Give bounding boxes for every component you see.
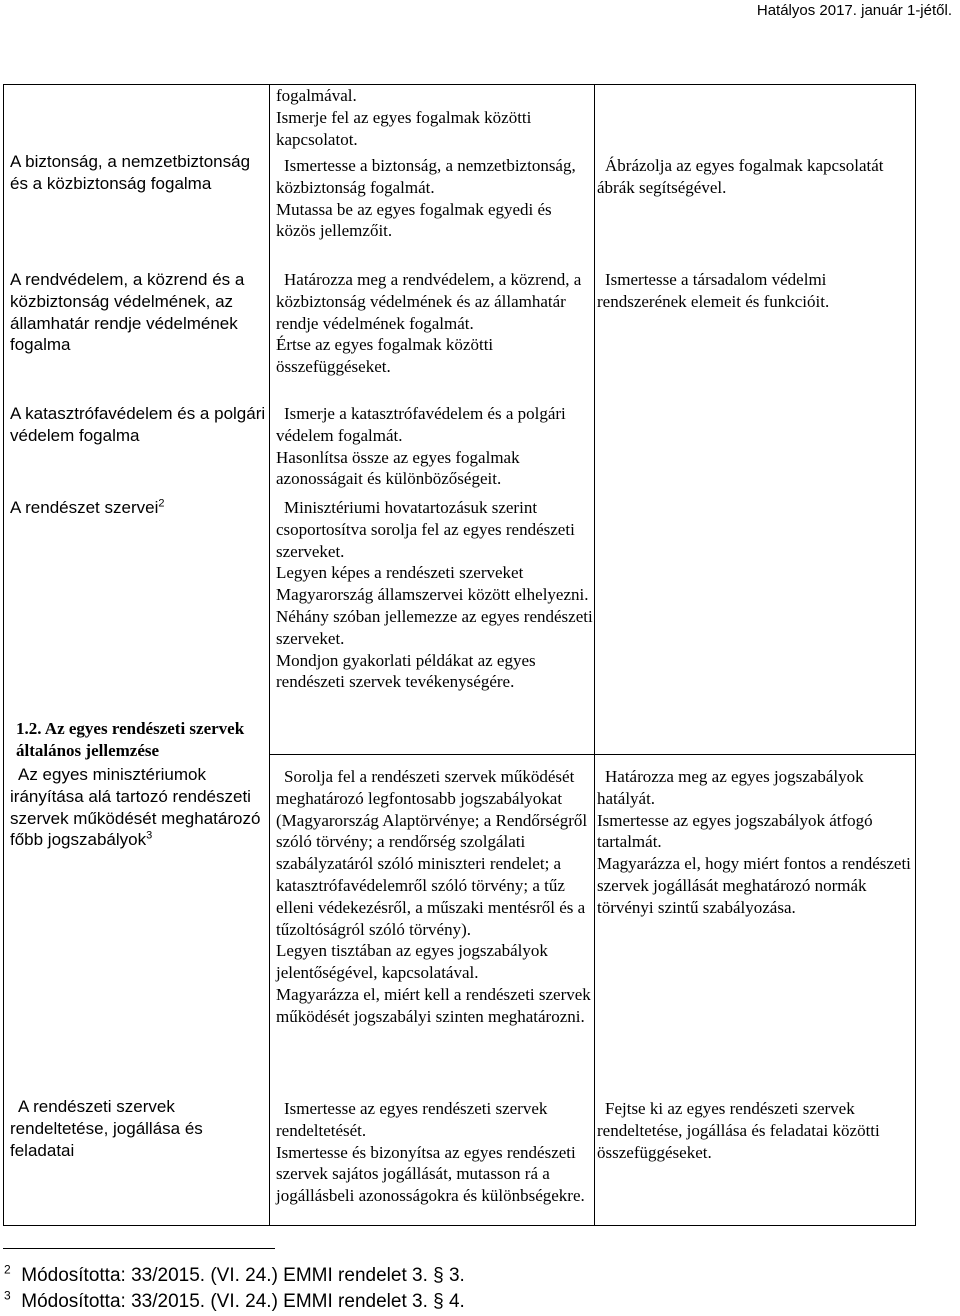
topic-law-enforcement-bodies: A rendészet szervei$^2$ — [10, 497, 165, 517]
topic-law-enforcement-concepts: A rendvédelem, a közrend és a közbiztonság védelmének, az államhatár rendje védelmének fogalma — [10, 270, 245, 355]
topic-disaster-management: A katasztrófavédelem és a polgári védelem fogalma — [10, 404, 266, 445]
footnote-text: Módosította: 33/2015. (VI. 24.) EMMI rendelet 3. § 3. — [21, 1265, 465, 1286]
requirement-text: Határozza meg a rendvédelem, a közrend, a közbiztonság védelmének és az államhatár rendje védelmének fogalmát. — [276, 270, 582, 333]
requirement-text: fogalmával. — [276, 86, 357, 105]
requirement-block — [276, 497, 594, 693]
skill-block — [597, 269, 915, 313]
footnote-separator — [3, 1248, 275, 1249]
requirement-text: Mondjon gyakorlati példákat az egyes rendészeti szervek tevékenységére. — [276, 650, 536, 692]
requirement-block — [276, 403, 594, 490]
footnote-ref: 2 — [158, 497, 165, 510]
skill-block — [597, 766, 915, 919]
requirement-text: Mutassa be az egyes fogalmak egyedi és közös jellemzőit. — [276, 199, 552, 241]
requirement-block — [276, 155, 594, 242]
column-divider — [269, 85, 270, 1225]
requirement-text: Értse az egyes fogalmak közötti összefüggéseket. — [276, 335, 494, 377]
requirement-block — [276, 269, 594, 378]
topic-security-concepts: A biztonság, a nemzetbiztonság és a közbiztonság fogalma — [10, 152, 251, 193]
requirement-text: Ismerje a katasztrófavédelem és a polgári védelem fogalmát. — [276, 404, 566, 445]
skill-text: Magyarázza el, hogy miért fontos a rendészeti szervek jogállását meghatározó normák törvényi szintű szabályozása. — [597, 854, 911, 917]
section-heading: 1.2. Az egyes rendészeti szervek általános jellemzése — [16, 719, 245, 760]
column-divider — [594, 85, 595, 1225]
requirement-text: Minisztériumi hovatartozásuk szerint csoportosítva sorolja fel az egyes rendészeti szerveket. — [276, 498, 575, 561]
requirement-text: Legyen tisztában az egyes jogszabályok jelentőségével, kapcsolatával. — [276, 941, 548, 983]
requirement-text: Néhány szóban jellemezze az egyes rendészeti szerveket. — [276, 606, 593, 648]
skill-block — [597, 155, 915, 199]
footnote — [4, 1290, 465, 1314]
requirement-text: Legyen képes a rendészeti szerveket Magyarország államszervei között elhelyezni. — [276, 563, 589, 605]
topic-legislation: Az egyes minisztériumok irányítása alá tartozó rendészeti szervek működését meghatározó főbb jogszabályok$^3$ — [10, 765, 261, 850]
footnote-number: 2 — [4, 1262, 11, 1277]
row-divider — [269, 754, 915, 755]
requirement-text: Ismerje fel az egyes fogalmak közötti kapcsolatot. — [276, 107, 532, 149]
requirement-text: Sorolja fel a rendészeti szervek működését meghatározó legfontosabb jogszabályokat (Magyarország Alaptörvénye; a Rendőrségről szóló törvény; a rendőrség szolgálati szabályzatáról szóló miniszteri rendelet; a katasztrófavédelemről szóló törvény; a tűz elleni védekezésről, a műszaki mentésről és a tűzoltóságról szóló törvény). — [276, 767, 588, 939]
skill-text: Határozza meg az egyes jogszabályok hatályát. — [597, 767, 864, 808]
requirement-block — [276, 766, 594, 1028]
requirement-text: Ismertesse és bizonyítsa az egyes rendészeti szervek sajátos jogállását, mutasson rá a jogállásbeli azonosságokra és különbségekre. — [276, 1142, 585, 1206]
requirement-block — [276, 1098, 594, 1207]
requirement-text: Ismertesse a biztonság, a nemzetbiztonság, közbiztonság fogalmát. — [276, 156, 576, 197]
footnote-number: 3 — [4, 1288, 11, 1303]
skill-text: Ismertesse az egyes jogszabályok átfogó tartalmát. — [597, 810, 873, 852]
curriculum-table — [3, 84, 916, 1226]
skill-text: Fejtse ki az egyes rendészeti szervek rendeltetése, jogállása és feladatai közötti összefüggéseket. — [597, 1099, 880, 1162]
page-header: Hatályos 2017. január 1-jétől. — [756, 2, 952, 19]
requirement-text: Magyarázza el, miért kell a rendészeti szervek működését jogszabályi szinten meghatározni. — [276, 984, 591, 1026]
topic-duties: A rendészeti szervek rendeltetése, jogállása és feladatai — [10, 1097, 203, 1160]
footnote-text: Módosította: 33/2015. (VI. 24.) EMMI rendelet 3. § 4. — [21, 1291, 465, 1312]
skill-text: Ismertesse a társadalom védelmi rendszerének elemeit és funkcióit. — [597, 270, 830, 311]
requirement-text: Hasonlítsa össze az egyes fogalmak azonosságait és különbözőségeit. — [276, 447, 520, 489]
skill-block — [597, 1098, 915, 1163]
requirement-block — [276, 85, 594, 150]
skill-text: Ábrázolja az egyes fogalmak kapcsolatát ábrák segítségével. — [597, 156, 884, 197]
requirement-text: Ismertesse az egyes rendészeti szervek rendeltetését. — [276, 1099, 548, 1140]
footnote — [4, 1264, 465, 1288]
footnote-ref: 3 — [146, 829, 153, 842]
